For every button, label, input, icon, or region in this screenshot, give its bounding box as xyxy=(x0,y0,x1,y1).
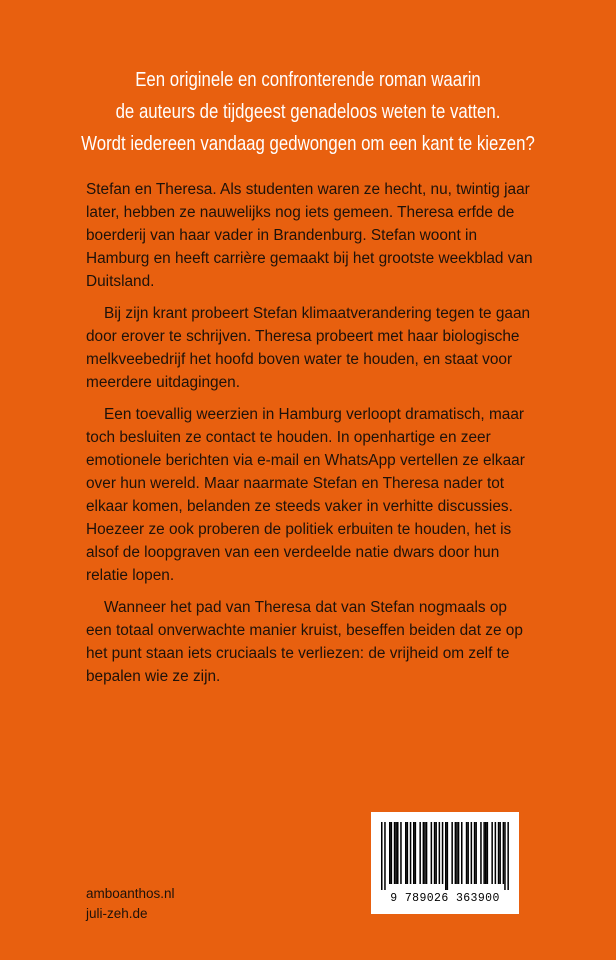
barcode-bar xyxy=(426,822,428,884)
barcode-bar xyxy=(458,822,460,884)
barcode-bar xyxy=(395,822,397,884)
barcode-bar xyxy=(487,822,489,884)
isbn-digits: 9 789026 363900 xyxy=(390,892,500,905)
barcode-bar xyxy=(424,822,426,884)
barcode-bar xyxy=(499,822,501,884)
barcode-bars xyxy=(381,822,509,890)
barcode-bar xyxy=(451,822,453,884)
barcode-bar xyxy=(394,822,396,884)
barcode-bar xyxy=(498,822,500,884)
barcode-bar xyxy=(471,822,473,884)
barcode-bar xyxy=(467,822,469,884)
tagline-line-2: de auteurs de tijdgeest genadeloos weten te vatten. xyxy=(115,101,501,123)
barcode-bar xyxy=(415,822,417,884)
barcode-bar xyxy=(434,822,436,884)
barcode-bar xyxy=(503,822,505,884)
barcode-bar xyxy=(447,822,449,890)
blurb-paragraph-3: Een toevallig weerzien in Hamburg verloopt dramatisch, maar toch besluiten ze contact te houden. In openhartige en zeer emotionele berichten via e-mail en WhatsApp vertellen ze elkaar over hun wereld. Maar naarmate Stefan en Theresa nader tot elkaar komen, belanden ze steeds vaker in verhitte discussies. Hoezeer ze ook proberen de politiek erbuiten te houden, het is alsof de loopgraven van een verdeelde natie dwars door hun relatie lopen. xyxy=(86,406,525,584)
barcode-bar xyxy=(381,822,383,890)
blurb-paragraph-4: Wanneer het pad van Theresa dat van Stefan nogmaals op een totaal onverwachte manier kruist, beseffen beiden dat ze op het punt staan iets cruciaals te verliezen: de vrijheid om zelf te bepalen wie ze zijn. xyxy=(86,599,523,685)
barcode-bar xyxy=(442,822,444,884)
blurb xyxy=(86,178,534,697)
barcode-bar xyxy=(419,822,421,884)
author-website[interactable]: juli-zeh.de xyxy=(86,906,148,921)
blurb-paragraph-2: Bij zijn krant probeert Stefan klimaatverandering tegen te gaan door erover te schrijven. Theresa probeert met haar biologische melkveebedrijf het hoofd boven water te houden, en staat voor meerdere uitdagingen. xyxy=(86,305,531,391)
barcode-bar xyxy=(445,822,447,890)
barcode-bar xyxy=(413,822,415,884)
barcode-bar xyxy=(474,822,476,884)
barcode-bar xyxy=(485,822,487,884)
barcode-bar xyxy=(455,822,457,884)
barcode-bar xyxy=(431,822,433,884)
isbn-barcode xyxy=(371,812,519,914)
blurb-paragraph-1: Stefan en Theresa. Als studenten waren ze hecht, nu, twintig jaar later, hebben ze nauwelijks nog iets gemeen. Theresa erfde de boerderij van haar vader in Brandenburg. Stefan woont in Hamburg en heeft carrière gemaakt bij het grootste weekblad van Duitsland. xyxy=(86,181,533,290)
tagline xyxy=(49,64,566,160)
barcode-bar xyxy=(504,822,506,890)
barcode-bar xyxy=(480,822,482,884)
barcode-bar xyxy=(475,822,477,884)
barcode-bar xyxy=(405,822,407,884)
barcode-bar xyxy=(389,822,391,884)
barcode-bar xyxy=(407,822,409,884)
barcode-bar xyxy=(483,822,485,884)
publisher-website[interactable]: amboanthos.nl xyxy=(86,886,175,901)
barcode-bar xyxy=(397,822,399,884)
barcode-bar xyxy=(439,822,441,884)
barcode-bar xyxy=(466,822,468,884)
barcode-bar xyxy=(491,822,493,884)
barcode-bar xyxy=(507,822,509,890)
tagline-line-1: Een originele en confronterende roman waarin xyxy=(135,69,481,91)
barcode-bar xyxy=(410,822,412,884)
barcode-bar xyxy=(400,822,402,884)
barcode-bar xyxy=(456,822,458,884)
barcode-bar xyxy=(391,822,393,884)
barcode-bar xyxy=(423,822,425,884)
barcode-bar xyxy=(435,822,437,884)
barcode-bar xyxy=(384,822,386,890)
tagline-line-3: Wordt iedereen vandaag gedwongen om een kant te kiezen? xyxy=(81,133,535,155)
barcode-bar xyxy=(495,822,497,884)
barcode-bar xyxy=(461,822,463,884)
footer-links xyxy=(86,884,175,924)
